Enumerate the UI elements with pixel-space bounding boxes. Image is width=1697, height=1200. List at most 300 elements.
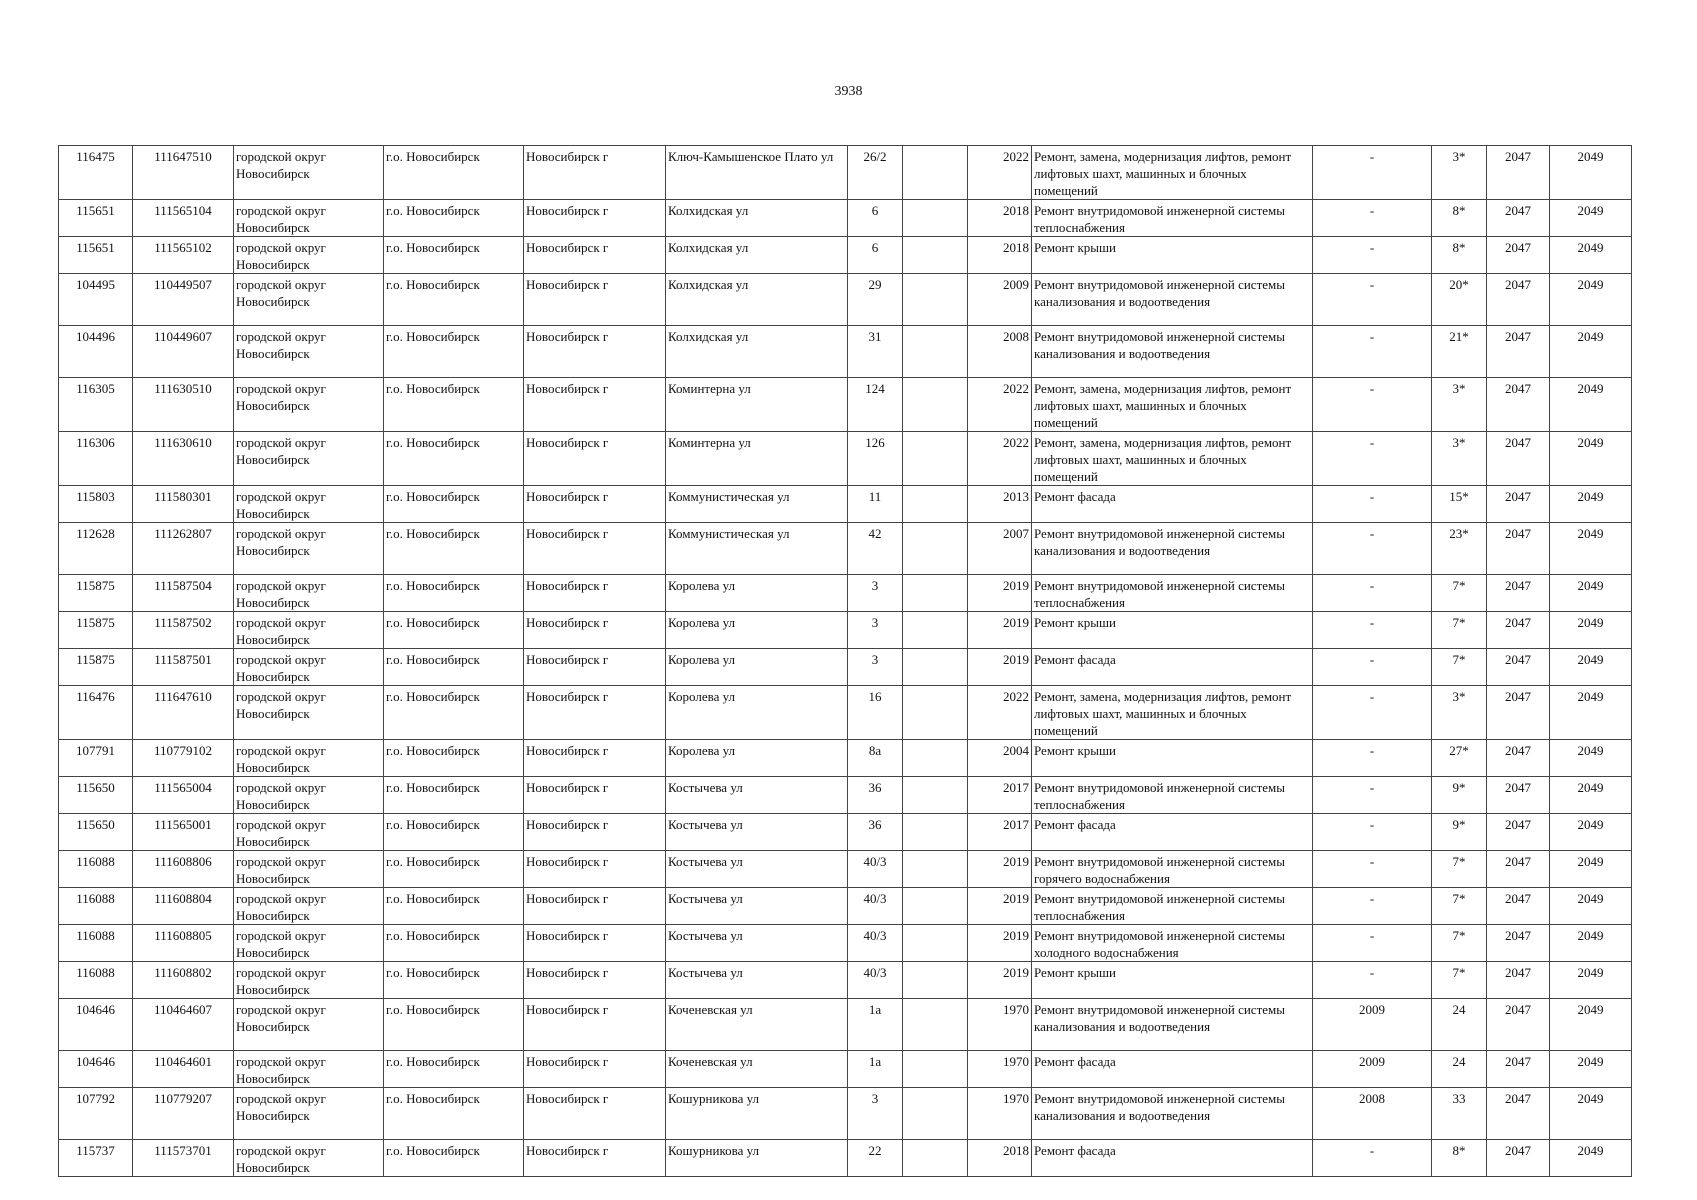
plan-end-cell: 2049 bbox=[1550, 686, 1632, 740]
municipality-cell: городской округ Новосибирск bbox=[234, 999, 384, 1051]
house-id-cell: 104496 bbox=[59, 326, 133, 378]
settlement-cell: Новосибирск г bbox=[524, 686, 666, 740]
municipality-cell: городской округ Новосибирск bbox=[234, 200, 384, 237]
building-cell bbox=[903, 777, 968, 814]
plan-start-cell: 2047 bbox=[1487, 378, 1550, 432]
municipality-cell: городской округ Новосибирск bbox=[234, 432, 384, 486]
record-id-cell: 110464607 bbox=[133, 999, 234, 1051]
house-number-cell: 40/3 bbox=[848, 925, 903, 962]
district-cell: г.о. Новосибирск bbox=[384, 378, 524, 432]
year-built-cell: 2017 bbox=[968, 814, 1032, 851]
house-number-cell: 40/3 bbox=[848, 962, 903, 999]
record-id-cell: 111608806 bbox=[133, 851, 234, 888]
district-cell: г.о. Новосибирск bbox=[384, 146, 524, 200]
house-number-cell: 36 bbox=[848, 777, 903, 814]
record-id-cell: 110779102 bbox=[133, 740, 234, 777]
plan-end-cell: 2049 bbox=[1550, 200, 1632, 237]
year-built-cell: 2019 bbox=[968, 888, 1032, 925]
table-row bbox=[59, 523, 1632, 575]
street-cell: Коченевская ул bbox=[666, 999, 848, 1051]
settlement-cell: Новосибирск г bbox=[524, 925, 666, 962]
plan-end-cell: 2049 bbox=[1550, 925, 1632, 962]
year-built-cell: 2009 bbox=[968, 274, 1032, 326]
district-cell: г.о. Новосибирск bbox=[384, 740, 524, 777]
plan-start-cell: 2047 bbox=[1487, 814, 1550, 851]
settlement-cell: Новосибирск г bbox=[524, 432, 666, 486]
district-cell: г.о. Новосибирск bbox=[384, 612, 524, 649]
plan-end-cell: 2049 bbox=[1550, 378, 1632, 432]
work-type-cell: Ремонт внутридомовой инженерной системы холодного водоснабжения bbox=[1032, 925, 1313, 962]
wear-cell: 9* bbox=[1432, 777, 1487, 814]
page-number: 3938 bbox=[834, 84, 863, 99]
work-type-cell: Ремонт фасада bbox=[1032, 1140, 1313, 1177]
house-id-cell: 116088 bbox=[59, 962, 133, 999]
house-id-cell: 115650 bbox=[59, 814, 133, 851]
last-repair-year-cell: - bbox=[1313, 649, 1432, 686]
house-number-cell: 6 bbox=[848, 200, 903, 237]
house-number-cell: 36 bbox=[848, 814, 903, 851]
last-repair-year-cell: - bbox=[1313, 200, 1432, 237]
year-built-cell: 2022 bbox=[968, 378, 1032, 432]
wear-cell: 7* bbox=[1432, 612, 1487, 649]
district-cell: г.о. Новосибирск bbox=[384, 237, 524, 274]
street-cell: Кошурникова ул bbox=[666, 1140, 848, 1177]
house-id-cell: 115651 bbox=[59, 200, 133, 237]
wear-cell: 7* bbox=[1432, 888, 1487, 925]
wear-cell: 7* bbox=[1432, 575, 1487, 612]
year-built-cell: 2019 bbox=[968, 962, 1032, 999]
plan-start-cell: 2047 bbox=[1487, 523, 1550, 575]
plan-end-cell: 2049 bbox=[1550, 612, 1632, 649]
house-number-cell: 126 bbox=[848, 432, 903, 486]
house-id-cell: 115650 bbox=[59, 777, 133, 814]
district-cell: г.о. Новосибирск bbox=[384, 432, 524, 486]
year-built-cell: 2018 bbox=[968, 237, 1032, 274]
building-cell bbox=[903, 814, 968, 851]
table-body bbox=[59, 146, 1632, 1177]
plan-end-cell: 2049 bbox=[1550, 962, 1632, 999]
house-id-cell: 104646 bbox=[59, 999, 133, 1051]
settlement-cell: Новосибирск г bbox=[524, 1140, 666, 1177]
municipality-cell: городской округ Новосибирск bbox=[234, 1088, 384, 1140]
building-cell bbox=[903, 146, 968, 200]
work-type-cell: Ремонт внутридомовой инженерной системы канализования и водоотведения bbox=[1032, 326, 1313, 378]
last-repair-year-cell: - bbox=[1313, 274, 1432, 326]
plan-end-cell: 2049 bbox=[1550, 1051, 1632, 1088]
municipality-cell: городской округ Новосибирск bbox=[234, 237, 384, 274]
street-cell: Коминтерна ул bbox=[666, 378, 848, 432]
plan-start-cell: 2047 bbox=[1487, 486, 1550, 523]
year-built-cell: 2022 bbox=[968, 146, 1032, 200]
record-id-cell: 111565004 bbox=[133, 777, 234, 814]
plan-start-cell: 2047 bbox=[1487, 1088, 1550, 1140]
building-cell bbox=[903, 1088, 968, 1140]
house-id-cell: 104495 bbox=[59, 274, 133, 326]
municipality-cell: городской округ Новосибирск bbox=[234, 814, 384, 851]
table-row bbox=[59, 146, 1632, 200]
plan-start-cell: 2047 bbox=[1487, 925, 1550, 962]
building-cell bbox=[903, 612, 968, 649]
municipality-cell: городской округ Новосибирск bbox=[234, 851, 384, 888]
street-cell: Костычева ул bbox=[666, 962, 848, 999]
work-type-cell: Ремонт внутридомовой инженерной системы канализования и водоотведения bbox=[1032, 274, 1313, 326]
house-id-cell: 107792 bbox=[59, 1088, 133, 1140]
municipality-cell: городской округ Новосибирск bbox=[234, 1051, 384, 1088]
settlement-cell: Новосибирск г bbox=[524, 274, 666, 326]
building-cell bbox=[903, 200, 968, 237]
building-cell bbox=[903, 237, 968, 274]
last-repair-year-cell: - bbox=[1313, 326, 1432, 378]
district-cell: г.о. Новосибирск bbox=[384, 200, 524, 237]
wear-cell: 8* bbox=[1432, 237, 1487, 274]
last-repair-year-cell: - bbox=[1313, 925, 1432, 962]
table-row bbox=[59, 1088, 1632, 1140]
plan-start-cell: 2047 bbox=[1487, 432, 1550, 486]
work-type-cell: Ремонт крыши bbox=[1032, 740, 1313, 777]
wear-cell: 20* bbox=[1432, 274, 1487, 326]
wear-cell: 15* bbox=[1432, 486, 1487, 523]
house-number-cell: 26/2 bbox=[848, 146, 903, 200]
work-type-cell: Ремонт фасада bbox=[1032, 1051, 1313, 1088]
house-number-cell: 29 bbox=[848, 274, 903, 326]
last-repair-year-cell: - bbox=[1313, 1140, 1432, 1177]
district-cell: г.о. Новосибирск bbox=[384, 1051, 524, 1088]
table-row bbox=[59, 925, 1632, 962]
record-id-cell: 111630510 bbox=[133, 378, 234, 432]
building-cell bbox=[903, 999, 968, 1051]
building-cell bbox=[903, 378, 968, 432]
house-id-cell: 116476 bbox=[59, 686, 133, 740]
table-row bbox=[59, 1140, 1632, 1177]
wear-cell: 9* bbox=[1432, 814, 1487, 851]
plan-start-cell: 2047 bbox=[1487, 1140, 1550, 1177]
plan-start-cell: 2047 bbox=[1487, 962, 1550, 999]
wear-cell: 33 bbox=[1432, 1088, 1487, 1140]
plan-start-cell: 2047 bbox=[1487, 888, 1550, 925]
year-built-cell: 2019 bbox=[968, 612, 1032, 649]
house-id-cell: 107791 bbox=[59, 740, 133, 777]
table-row bbox=[59, 740, 1632, 777]
plan-end-cell: 2049 bbox=[1550, 999, 1632, 1051]
work-type-cell: Ремонт внутридомовой инженерной системы теплоснабжения bbox=[1032, 200, 1313, 237]
table-row bbox=[59, 237, 1632, 274]
district-cell: г.о. Новосибирск bbox=[384, 888, 524, 925]
wear-cell: 24 bbox=[1432, 999, 1487, 1051]
record-id-cell: 111565102 bbox=[133, 237, 234, 274]
house-number-cell: 3 bbox=[848, 575, 903, 612]
work-type-cell: Ремонт фасада bbox=[1032, 649, 1313, 686]
plan-end-cell: 2049 bbox=[1550, 274, 1632, 326]
work-type-cell: Ремонт крыши bbox=[1032, 962, 1313, 999]
settlement-cell: Новосибирск г bbox=[524, 326, 666, 378]
house-number-cell: 22 bbox=[848, 1140, 903, 1177]
wear-cell: 8* bbox=[1432, 1140, 1487, 1177]
building-cell bbox=[903, 486, 968, 523]
building-cell bbox=[903, 925, 968, 962]
plan-end-cell: 2049 bbox=[1550, 523, 1632, 575]
year-built-cell: 2019 bbox=[968, 575, 1032, 612]
street-cell: Колхидская ул bbox=[666, 274, 848, 326]
table-row bbox=[59, 851, 1632, 888]
house-number-cell: 40/3 bbox=[848, 888, 903, 925]
record-id-cell: 111565001 bbox=[133, 814, 234, 851]
building-cell bbox=[903, 740, 968, 777]
municipality-cell: городской округ Новосибирск bbox=[234, 888, 384, 925]
plan-end-cell: 2049 bbox=[1550, 575, 1632, 612]
year-built-cell: 2022 bbox=[968, 686, 1032, 740]
plan-start-cell: 2047 bbox=[1487, 740, 1550, 777]
building-cell bbox=[903, 962, 968, 999]
work-type-cell: Ремонт, замена, модернизация лифтов, ремонт лифтовых шахт, машинных и блочных помещений bbox=[1032, 378, 1313, 432]
settlement-cell: Новосибирск г bbox=[524, 740, 666, 777]
settlement-cell: Новосибирск г bbox=[524, 378, 666, 432]
wear-cell: 3* bbox=[1432, 146, 1487, 200]
work-type-cell: Ремонт внутридомовой инженерной системы канализования и водоотведения bbox=[1032, 523, 1313, 575]
house-id-cell: 115875 bbox=[59, 575, 133, 612]
work-type-cell: Ремонт, замена, модернизация лифтов, ремонт лифтовых шахт, машинных и блочных помещений bbox=[1032, 686, 1313, 740]
municipality-cell: городской округ Новосибирск bbox=[234, 925, 384, 962]
year-built-cell: 2013 bbox=[968, 486, 1032, 523]
plan-start-cell: 2047 bbox=[1487, 999, 1550, 1051]
district-cell: г.о. Новосибирск bbox=[384, 274, 524, 326]
plan-end-cell: 2049 bbox=[1550, 649, 1632, 686]
plan-end-cell: 2049 bbox=[1550, 851, 1632, 888]
wear-cell: 3* bbox=[1432, 686, 1487, 740]
settlement-cell: Новосибирск г bbox=[524, 237, 666, 274]
year-built-cell: 1970 bbox=[968, 1051, 1032, 1088]
municipality-cell: городской округ Новосибирск bbox=[234, 740, 384, 777]
plan-start-cell: 2047 bbox=[1487, 851, 1550, 888]
municipality-cell: городской округ Новосибирск bbox=[234, 274, 384, 326]
year-built-cell: 2008 bbox=[968, 326, 1032, 378]
table-row bbox=[59, 612, 1632, 649]
house-number-cell: 40/3 bbox=[848, 851, 903, 888]
house-id-cell: 115875 bbox=[59, 612, 133, 649]
table-row bbox=[59, 1051, 1632, 1088]
last-repair-year-cell: - bbox=[1313, 237, 1432, 274]
plan-start-cell: 2047 bbox=[1487, 649, 1550, 686]
house-number-cell: 8а bbox=[848, 740, 903, 777]
building-cell bbox=[903, 326, 968, 378]
year-built-cell: 2007 bbox=[968, 523, 1032, 575]
year-built-cell: 2004 bbox=[968, 740, 1032, 777]
table-row bbox=[59, 999, 1632, 1051]
year-built-cell: 2019 bbox=[968, 851, 1032, 888]
plan-start-cell: 2047 bbox=[1487, 686, 1550, 740]
work-type-cell: Ремонт, замена, модернизация лифтов, ремонт лифтовых шахт, машинных и блочных помещений bbox=[1032, 432, 1313, 486]
street-cell: Костычева ул bbox=[666, 888, 848, 925]
district-cell: г.о. Новосибирск bbox=[384, 1140, 524, 1177]
house-id-cell: 104646 bbox=[59, 1051, 133, 1088]
record-id-cell: 111608804 bbox=[133, 888, 234, 925]
house-id-cell: 116475 bbox=[59, 146, 133, 200]
house-id-cell: 115875 bbox=[59, 649, 133, 686]
last-repair-year-cell: - bbox=[1313, 851, 1432, 888]
plan-start-cell: 2047 bbox=[1487, 1051, 1550, 1088]
work-type-cell: Ремонт фасада bbox=[1032, 814, 1313, 851]
plan-start-cell: 2047 bbox=[1487, 612, 1550, 649]
wear-cell: 7* bbox=[1432, 925, 1487, 962]
settlement-cell: Новосибирск г bbox=[524, 1051, 666, 1088]
table-row bbox=[59, 888, 1632, 925]
municipality-cell: городской округ Новосибирск bbox=[234, 777, 384, 814]
building-cell bbox=[903, 686, 968, 740]
building-cell bbox=[903, 851, 968, 888]
record-id-cell: 111608802 bbox=[133, 962, 234, 999]
house-number-cell: 42 bbox=[848, 523, 903, 575]
house-id-cell: 115737 bbox=[59, 1140, 133, 1177]
house-id-cell: 115651 bbox=[59, 237, 133, 274]
plan-end-cell: 2049 bbox=[1550, 1088, 1632, 1140]
work-type-cell: Ремонт внутридомовой инженерной системы теплоснабжения bbox=[1032, 777, 1313, 814]
plan-start-cell: 2047 bbox=[1487, 146, 1550, 200]
table-row bbox=[59, 962, 1632, 999]
street-cell: Коченевская ул bbox=[666, 1051, 848, 1088]
settlement-cell: Новосибирск г bbox=[524, 486, 666, 523]
street-cell: Колхидская ул bbox=[666, 326, 848, 378]
plan-end-cell: 2049 bbox=[1550, 888, 1632, 925]
municipality-cell: городской округ Новосибирск bbox=[234, 649, 384, 686]
record-id-cell: 111630610 bbox=[133, 432, 234, 486]
street-cell: Коммунистическая ул bbox=[666, 486, 848, 523]
district-cell: г.о. Новосибирск bbox=[384, 1088, 524, 1140]
plan-start-cell: 2047 bbox=[1487, 777, 1550, 814]
record-id-cell: 111608805 bbox=[133, 925, 234, 962]
municipality-cell: городской округ Новосибирск bbox=[234, 962, 384, 999]
year-built-cell: 2019 bbox=[968, 925, 1032, 962]
work-type-cell: Ремонт внутридомовой инженерной системы канализования и водоотведения bbox=[1032, 1088, 1313, 1140]
wear-cell: 21* bbox=[1432, 326, 1487, 378]
work-type-cell: Ремонт внутридомовой инженерной системы теплоснабжения bbox=[1032, 575, 1313, 612]
wear-cell: 7* bbox=[1432, 851, 1487, 888]
district-cell: г.о. Новосибирск bbox=[384, 999, 524, 1051]
house-number-cell: 16 bbox=[848, 686, 903, 740]
settlement-cell: Новосибирск г bbox=[524, 612, 666, 649]
work-type-cell: Ремонт внутридомовой инженерной системы горячего водоснабжения bbox=[1032, 851, 1313, 888]
work-type-cell: Ремонт фасада bbox=[1032, 486, 1313, 523]
street-cell: Костычева ул bbox=[666, 925, 848, 962]
plan-start-cell: 2047 bbox=[1487, 274, 1550, 326]
last-repair-year-cell: - bbox=[1313, 432, 1432, 486]
district-cell: г.о. Новосибирск bbox=[384, 649, 524, 686]
street-cell: Колхидская ул bbox=[666, 237, 848, 274]
house-number-cell: 3 bbox=[848, 612, 903, 649]
district-cell: г.о. Новосибирск bbox=[384, 777, 524, 814]
table-row bbox=[59, 649, 1632, 686]
building-cell bbox=[903, 274, 968, 326]
wear-cell: 3* bbox=[1432, 378, 1487, 432]
last-repair-year-cell: - bbox=[1313, 777, 1432, 814]
record-id-cell: 110779207 bbox=[133, 1088, 234, 1140]
street-cell: Ключ-Камышенское Плато ул bbox=[666, 146, 848, 200]
house-id-cell: 116088 bbox=[59, 925, 133, 962]
settlement-cell: Новосибирск г bbox=[524, 523, 666, 575]
municipality-cell: городской округ Новосибирск bbox=[234, 523, 384, 575]
wear-cell: 3* bbox=[1432, 432, 1487, 486]
last-repair-year-cell: 2008 bbox=[1313, 1088, 1432, 1140]
table-row bbox=[59, 326, 1632, 378]
municipality-cell: городской округ Новосибирск bbox=[234, 1140, 384, 1177]
street-cell: Королева ул bbox=[666, 740, 848, 777]
record-id-cell: 111573701 bbox=[133, 1140, 234, 1177]
district-cell: г.о. Новосибирск bbox=[384, 925, 524, 962]
year-built-cell: 1970 bbox=[968, 999, 1032, 1051]
work-type-cell: Ремонт внутридомовой инженерной системы теплоснабжения bbox=[1032, 888, 1313, 925]
last-repair-year-cell: - bbox=[1313, 740, 1432, 777]
street-cell: Кошурникова ул bbox=[666, 1088, 848, 1140]
work-type-cell: Ремонт внутридомовой инженерной системы канализования и водоотведения bbox=[1032, 999, 1313, 1051]
last-repair-year-cell: - bbox=[1313, 962, 1432, 999]
plan-start-cell: 2047 bbox=[1487, 200, 1550, 237]
last-repair-year-cell: - bbox=[1313, 814, 1432, 851]
street-cell: Королева ул bbox=[666, 612, 848, 649]
house-id-cell: 116088 bbox=[59, 888, 133, 925]
table-row bbox=[59, 686, 1632, 740]
municipality-cell: городской округ Новосибирск bbox=[234, 686, 384, 740]
house-number-cell: 1а bbox=[848, 999, 903, 1051]
table-row bbox=[59, 575, 1632, 612]
plan-start-cell: 2047 bbox=[1487, 237, 1550, 274]
plan-start-cell: 2047 bbox=[1487, 575, 1550, 612]
settlement-cell: Новосибирск г bbox=[524, 777, 666, 814]
building-cell bbox=[903, 1140, 968, 1177]
settlement-cell: Новосибирск г bbox=[524, 851, 666, 888]
plan-end-cell: 2049 bbox=[1550, 1140, 1632, 1177]
last-repair-year-cell: - bbox=[1313, 888, 1432, 925]
house-id-cell: 116305 bbox=[59, 378, 133, 432]
house-id-cell: 116088 bbox=[59, 851, 133, 888]
street-cell: Королева ул bbox=[666, 686, 848, 740]
district-cell: г.о. Новосибирск bbox=[384, 326, 524, 378]
wear-cell: 24 bbox=[1432, 1051, 1487, 1088]
building-cell bbox=[903, 649, 968, 686]
last-repair-year-cell: - bbox=[1313, 523, 1432, 575]
wear-cell: 8* bbox=[1432, 200, 1487, 237]
record-id-cell: 111580301 bbox=[133, 486, 234, 523]
record-id-cell: 111565104 bbox=[133, 200, 234, 237]
house-number-cell: 1а bbox=[848, 1051, 903, 1088]
wear-cell: 7* bbox=[1432, 962, 1487, 999]
year-built-cell: 2022 bbox=[968, 432, 1032, 486]
house-number-cell: 31 bbox=[848, 326, 903, 378]
municipality-cell: городской округ Новосибирск bbox=[234, 326, 384, 378]
house-id-cell: 115803 bbox=[59, 486, 133, 523]
record-id-cell: 110464601 bbox=[133, 1051, 234, 1088]
municipality-cell: городской округ Новосибирск bbox=[234, 575, 384, 612]
last-repair-year-cell: - bbox=[1313, 486, 1432, 523]
building-cell bbox=[903, 432, 968, 486]
house-id-cell: 116306 bbox=[59, 432, 133, 486]
table-row bbox=[59, 200, 1632, 237]
municipality-cell: городской округ Новосибирск bbox=[234, 378, 384, 432]
building-cell bbox=[903, 523, 968, 575]
street-cell: Костычева ул bbox=[666, 777, 848, 814]
table-row bbox=[59, 814, 1632, 851]
last-repair-year-cell: - bbox=[1313, 378, 1432, 432]
plan-end-cell: 2049 bbox=[1550, 432, 1632, 486]
street-cell: Костычева ул bbox=[666, 851, 848, 888]
street-cell: Королева ул bbox=[666, 575, 848, 612]
record-id-cell: 111647610 bbox=[133, 686, 234, 740]
record-id-cell: 110449507 bbox=[133, 274, 234, 326]
year-built-cell: 2018 bbox=[968, 1140, 1032, 1177]
plan-end-cell: 2049 bbox=[1550, 814, 1632, 851]
work-type-cell: Ремонт крыши bbox=[1032, 237, 1313, 274]
settlement-cell: Новосибирск г bbox=[524, 888, 666, 925]
work-type-cell: Ремонт, замена, модернизация лифтов, ремонт лифтовых шахт, машинных и блочных помещений bbox=[1032, 146, 1313, 200]
settlement-cell: Новосибирск г bbox=[524, 649, 666, 686]
last-repair-year-cell: 2009 bbox=[1313, 1051, 1432, 1088]
